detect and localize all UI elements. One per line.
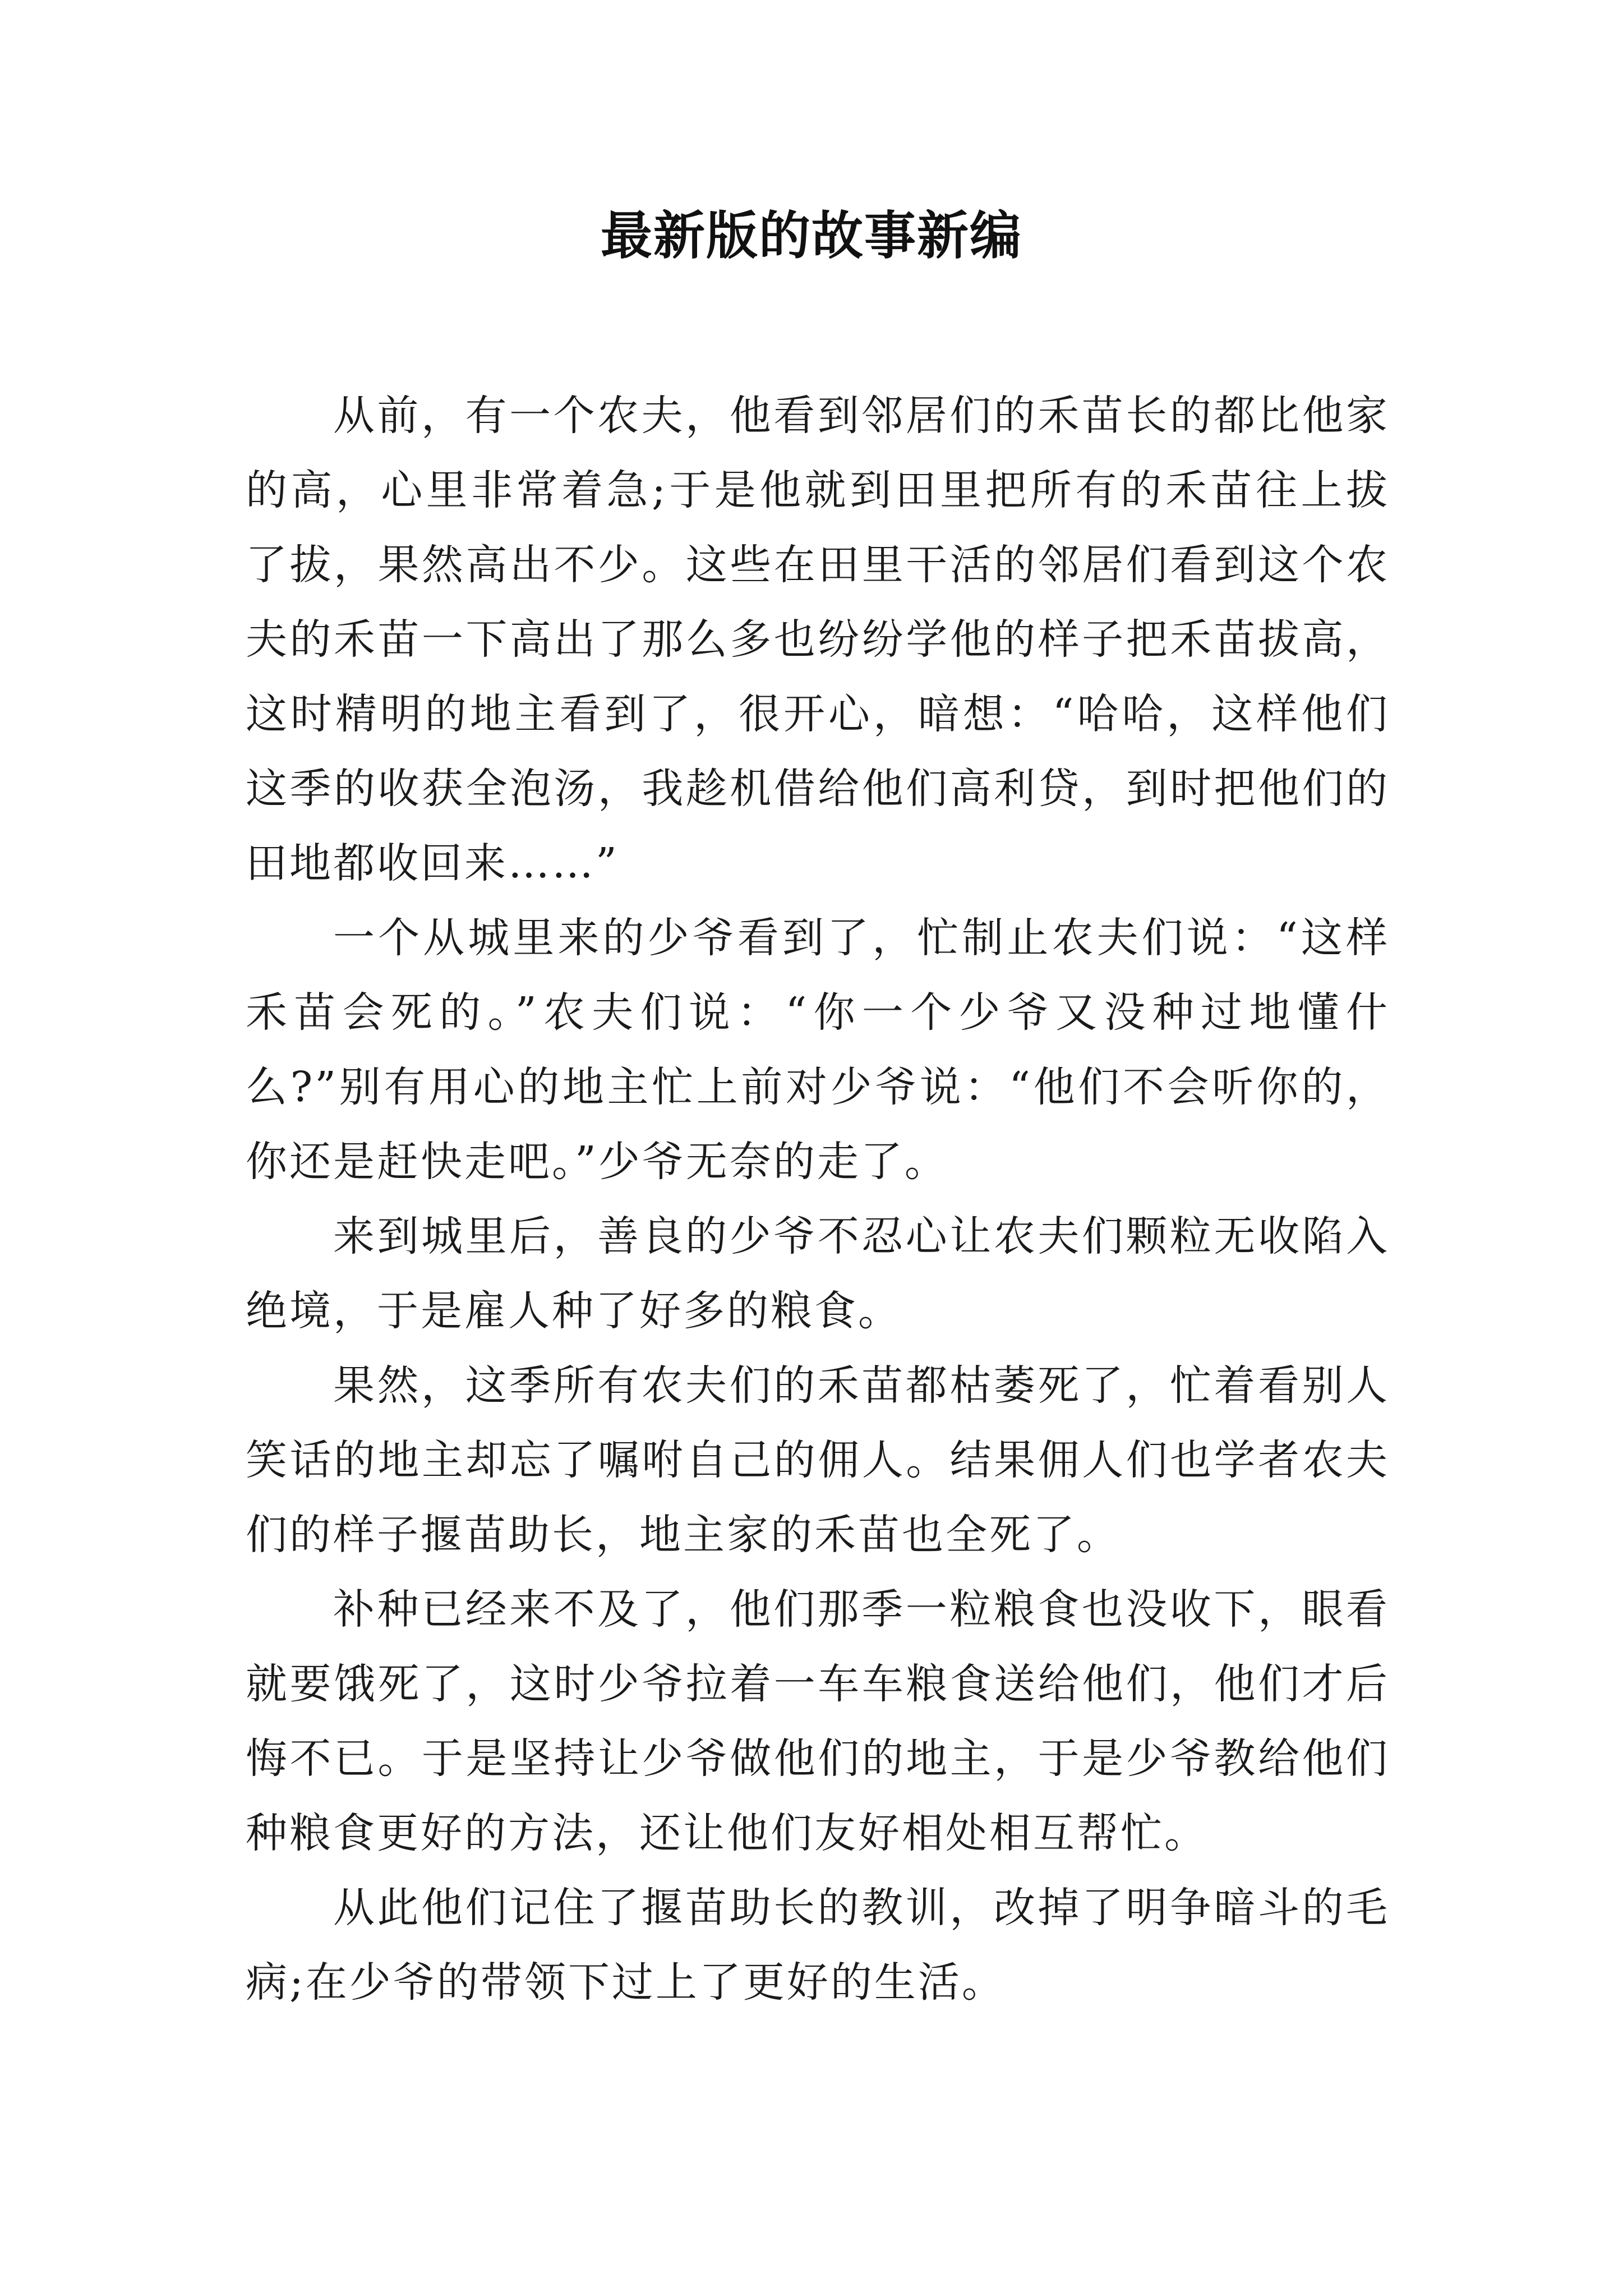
paragraph: 一个从城里来的少爷看到了，忙制止农夫们说：“这样禾苗会死的。”农夫们说：“你一个少爷又没种过地懂什么?”别有用心的地主忙上前对少爷说：“他们不会听你的，你还是赶快走吧。”少爷无奈的走了。 <box>246 914 1390 1186</box>
paragraph: 从前，有一个农夫，他看到邻居们的禾苗长的都比他家的高，心里非常着急;于是他就到田里把所有的禾苗往上拔了拔，果然高出不少。这些在田里干活的邻居们看到这个农夫的禾苗一下高出了那么多也纷纷学他的样子把禾苗拔高，这时精明的地主看到了，很开心，暗想：“哈哈，这样他们这季的收获全泡汤，我趁机借给他们高利贷，到时把他们的田地都收回来……” <box>246 392 1390 887</box>
paragraph: 从此他们记住了揠苗助长的教训，改掉了明争暗斗的毛病;在少爷的带领下过上了更好的生活。 <box>246 1884 1390 2007</box>
document-body <box>246 379 1390 2020</box>
paragraph: 补种已经来不及了，他们那季一粒粮食也没收下，眼看就要饿死了，这时少爷拉着一车车粮食送给他们，他们才后悔不已。于是坚持让少爷做他们的地主，于是少爷教给他们种粮食更好的方法，还让他们友好相处相互帮忙。 <box>246 1585 1390 1857</box>
document-title: 最新版的故事新编 <box>600 205 1022 266</box>
paragraph: 果然，这季所有农夫们的禾苗都枯萎死了，忙着看别人笑话的地主却忘了嘱咐自己的佣人。结果佣人们也学者农夫们的样子揠苗助长，地主家的禾苗也全死了。 <box>246 1361 1390 1559</box>
paragraph: 来到城里后，善良的少爷不忍心让农夫们颗粒无收陷入绝境，于是雇人种了好多的粮食。 <box>246 1212 1390 1335</box>
